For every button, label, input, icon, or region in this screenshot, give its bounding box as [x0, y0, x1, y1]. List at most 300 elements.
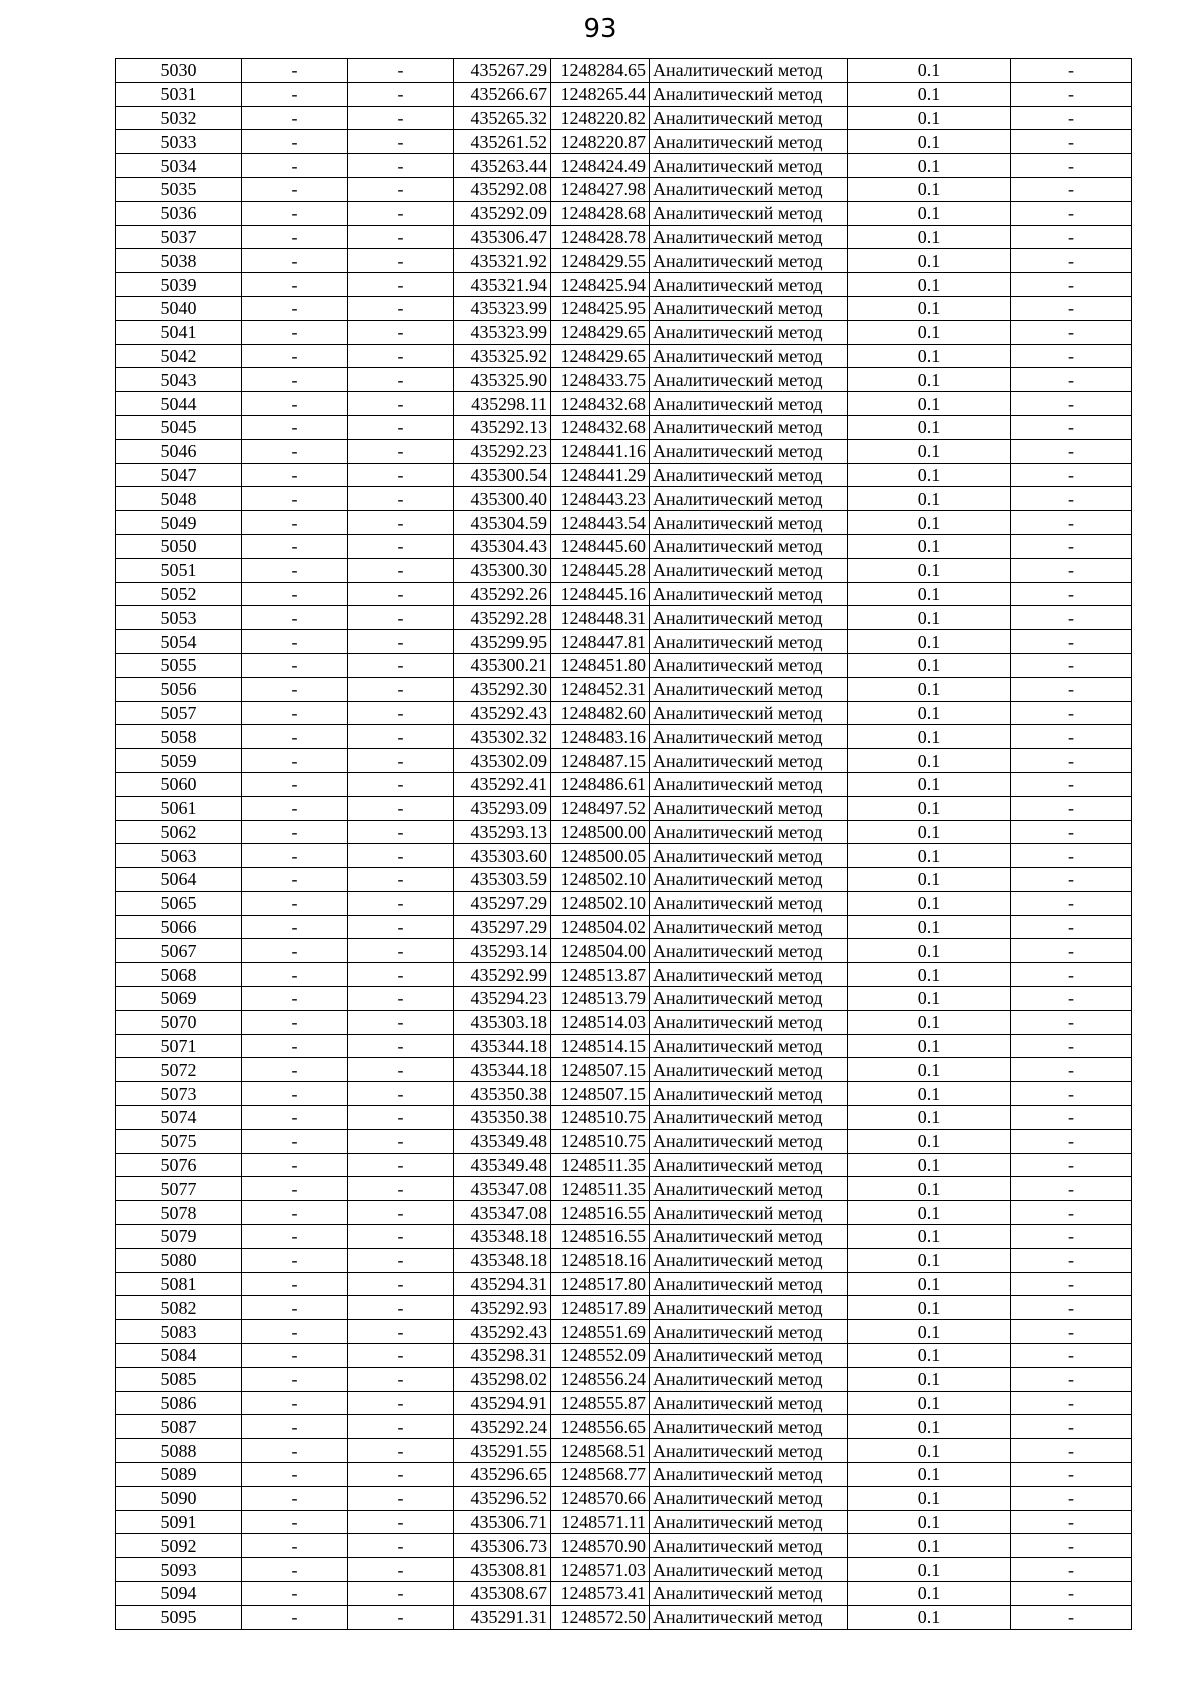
method-cell: Аналитический метод	[650, 1106, 848, 1130]
accuracy-cell: 0.1	[848, 1605, 1011, 1629]
accuracy-cell: 0.1	[848, 1486, 1011, 1510]
empty-value-cell: -	[348, 392, 454, 416]
y-coordinate-cell: 1248284.65	[551, 59, 650, 83]
table-row	[116, 368, 1132, 392]
empty-value-cell: -	[1011, 1344, 1132, 1368]
x-coordinate-cell: 435294.31	[454, 1272, 551, 1296]
method-cell: Аналитический метод	[650, 344, 848, 368]
empty-value-cell: -	[242, 891, 348, 915]
x-coordinate-cell: 435294.23	[454, 987, 551, 1011]
table-row	[116, 1106, 1132, 1130]
y-coordinate-cell: 1248441.29	[551, 463, 650, 487]
x-coordinate-cell: 435321.92	[454, 249, 551, 273]
x-coordinate-cell: 435302.32	[454, 725, 551, 749]
empty-value-cell: -	[242, 1558, 348, 1582]
empty-value-cell: -	[348, 249, 454, 273]
accuracy-cell: 0.1	[848, 820, 1011, 844]
empty-value-cell: -	[1011, 1510, 1132, 1534]
accuracy-cell: 0.1	[848, 1153, 1011, 1177]
empty-value-cell: -	[242, 439, 348, 463]
point-number-cell: 5033	[116, 130, 242, 154]
x-coordinate-cell: 435292.99	[454, 963, 551, 987]
method-cell: Аналитический метод	[650, 653, 848, 677]
empty-value-cell: -	[242, 677, 348, 701]
y-coordinate-cell: 1248432.68	[551, 415, 650, 439]
x-coordinate-cell: 435306.71	[454, 1510, 551, 1534]
y-coordinate-cell: 1248447.81	[551, 630, 650, 654]
table-row	[116, 1486, 1132, 1510]
empty-value-cell: -	[348, 1320, 454, 1344]
x-coordinate-cell: 435293.09	[454, 796, 551, 820]
accuracy-cell: 0.1	[848, 82, 1011, 106]
empty-value-cell: -	[1011, 130, 1132, 154]
empty-value-cell: -	[348, 1082, 454, 1106]
x-coordinate-cell: 435321.94	[454, 273, 551, 297]
empty-value-cell: -	[348, 225, 454, 249]
y-coordinate-cell: 1248497.52	[551, 796, 650, 820]
table-row	[116, 59, 1132, 83]
point-number-cell: 5082	[116, 1296, 242, 1320]
point-number-cell: 5053	[116, 606, 242, 630]
point-number-cell: 5032	[116, 106, 242, 130]
empty-value-cell: -	[348, 1463, 454, 1487]
method-cell: Аналитический метод	[650, 1463, 848, 1487]
y-coordinate-cell: 1248571.03	[551, 1558, 650, 1582]
accuracy-cell: 0.1	[848, 1582, 1011, 1606]
point-number-cell: 5040	[116, 296, 242, 320]
x-coordinate-cell: 435325.90	[454, 368, 551, 392]
empty-value-cell: -	[242, 511, 348, 535]
method-cell: Аналитический метод	[650, 177, 848, 201]
y-coordinate-cell: 1248448.31	[551, 606, 650, 630]
point-number-cell: 5051	[116, 558, 242, 582]
empty-value-cell: -	[348, 534, 454, 558]
accuracy-cell: 0.1	[848, 606, 1011, 630]
x-coordinate-cell: 435291.55	[454, 1439, 551, 1463]
y-coordinate-cell: 1248487.15	[551, 749, 650, 773]
accuracy-cell: 0.1	[848, 1510, 1011, 1534]
empty-value-cell: -	[348, 1534, 454, 1558]
point-number-cell: 5058	[116, 725, 242, 749]
empty-value-cell: -	[348, 439, 454, 463]
empty-value-cell: -	[1011, 677, 1132, 701]
y-coordinate-cell: 1248424.49	[551, 154, 650, 178]
x-coordinate-cell: 435303.60	[454, 844, 551, 868]
point-number-cell: 5057	[116, 701, 242, 725]
x-coordinate-cell: 435300.30	[454, 558, 551, 582]
method-cell: Аналитический метод	[650, 273, 848, 297]
method-cell: Аналитический метод	[650, 963, 848, 987]
method-cell: Аналитический метод	[650, 296, 848, 320]
y-coordinate-cell: 1248573.41	[551, 1582, 650, 1606]
empty-value-cell: -	[242, 606, 348, 630]
accuracy-cell: 0.1	[848, 320, 1011, 344]
method-cell: Аналитический метод	[650, 1225, 848, 1249]
method-cell: Аналитический метод	[650, 701, 848, 725]
empty-value-cell: -	[1011, 1082, 1132, 1106]
empty-value-cell: -	[242, 59, 348, 83]
point-number-cell: 5049	[116, 511, 242, 535]
accuracy-cell: 0.1	[848, 772, 1011, 796]
y-coordinate-cell: 1248572.50	[551, 1605, 650, 1629]
empty-value-cell: -	[242, 1129, 348, 1153]
accuracy-cell: 0.1	[848, 1320, 1011, 1344]
method-cell: Аналитический метод	[650, 1248, 848, 1272]
empty-value-cell: -	[242, 344, 348, 368]
x-coordinate-cell: 435293.13	[454, 820, 551, 844]
y-coordinate-cell: 1248432.68	[551, 392, 650, 416]
x-coordinate-cell: 435302.09	[454, 749, 551, 773]
empty-value-cell: -	[242, 320, 348, 344]
method-cell: Аналитический метод	[650, 582, 848, 606]
empty-value-cell: -	[1011, 1272, 1132, 1296]
method-cell: Аналитический метод	[650, 725, 848, 749]
empty-value-cell: -	[1011, 725, 1132, 749]
empty-value-cell: -	[1011, 296, 1132, 320]
y-coordinate-cell: 1248428.78	[551, 225, 650, 249]
y-coordinate-cell: 1248425.95	[551, 296, 650, 320]
empty-value-cell: -	[348, 1201, 454, 1225]
x-coordinate-cell: 435300.54	[454, 463, 551, 487]
table-row	[116, 582, 1132, 606]
method-cell: Аналитический метод	[650, 463, 848, 487]
table-row	[116, 1272, 1132, 1296]
table-row	[116, 772, 1132, 796]
method-cell: Аналитический метод	[650, 1129, 848, 1153]
table-row	[116, 820, 1132, 844]
point-number-cell: 5046	[116, 439, 242, 463]
y-coordinate-cell: 1248555.87	[551, 1391, 650, 1415]
empty-value-cell: -	[348, 1582, 454, 1606]
empty-value-cell: -	[242, 1034, 348, 1058]
point-number-cell: 5088	[116, 1439, 242, 1463]
point-number-cell: 5038	[116, 249, 242, 273]
table-row	[116, 1177, 1132, 1201]
accuracy-cell: 0.1	[848, 582, 1011, 606]
point-number-cell: 5078	[116, 1201, 242, 1225]
x-coordinate-cell: 435294.91	[454, 1391, 551, 1415]
point-number-cell: 5079	[116, 1225, 242, 1249]
empty-value-cell: -	[348, 630, 454, 654]
table-row	[116, 415, 1132, 439]
x-coordinate-cell: 435300.40	[454, 487, 551, 511]
y-coordinate-cell: 1248220.82	[551, 106, 650, 130]
x-coordinate-cell: 435292.43	[454, 701, 551, 725]
y-coordinate-cell: 1248504.02	[551, 915, 650, 939]
point-number-cell: 5092	[116, 1534, 242, 1558]
empty-value-cell: -	[348, 320, 454, 344]
accuracy-cell: 0.1	[848, 1248, 1011, 1272]
x-coordinate-cell: 435292.43	[454, 1320, 551, 1344]
table-row	[116, 653, 1132, 677]
empty-value-cell: -	[348, 1034, 454, 1058]
empty-value-cell: -	[348, 1486, 454, 1510]
empty-value-cell: -	[1011, 1463, 1132, 1487]
point-number-cell: 5068	[116, 963, 242, 987]
table-body	[116, 59, 1132, 1630]
method-cell: Аналитический метод	[650, 130, 848, 154]
y-coordinate-cell: 1248513.87	[551, 963, 650, 987]
x-coordinate-cell: 435292.93	[454, 1296, 551, 1320]
point-number-cell: 5070	[116, 1010, 242, 1034]
x-coordinate-cell: 435299.95	[454, 630, 551, 654]
y-coordinate-cell: 1248552.09	[551, 1344, 650, 1368]
table-row	[116, 487, 1132, 511]
table-row	[116, 1296, 1132, 1320]
empty-value-cell: -	[348, 1415, 454, 1439]
empty-value-cell: -	[1011, 1320, 1132, 1344]
x-coordinate-cell: 435292.41	[454, 772, 551, 796]
table-row	[116, 1058, 1132, 1082]
table-row	[116, 1248, 1132, 1272]
table-row	[116, 1320, 1132, 1344]
empty-value-cell: -	[1011, 1129, 1132, 1153]
empty-value-cell: -	[242, 582, 348, 606]
method-cell: Аналитический метод	[650, 630, 848, 654]
empty-value-cell: -	[348, 939, 454, 963]
method-cell: Аналитический метод	[650, 154, 848, 178]
point-number-cell: 5063	[116, 844, 242, 868]
empty-value-cell: -	[1011, 1486, 1132, 1510]
y-coordinate-cell: 1248445.60	[551, 534, 650, 558]
accuracy-cell: 0.1	[848, 1225, 1011, 1249]
point-number-cell: 5064	[116, 868, 242, 892]
accuracy-cell: 0.1	[848, 939, 1011, 963]
empty-value-cell: -	[242, 1463, 348, 1487]
point-number-cell: 5055	[116, 653, 242, 677]
y-coordinate-cell: 1248507.15	[551, 1058, 650, 1082]
method-cell: Аналитический метод	[650, 1439, 848, 1463]
table-row	[116, 1558, 1132, 1582]
empty-value-cell: -	[348, 1153, 454, 1177]
table-row	[116, 606, 1132, 630]
table-row	[116, 1201, 1132, 1225]
method-cell: Аналитический метод	[650, 439, 848, 463]
y-coordinate-cell: 1248483.16	[551, 725, 650, 749]
table-row	[116, 749, 1132, 773]
method-cell: Аналитический метод	[650, 225, 848, 249]
point-number-cell: 5091	[116, 1510, 242, 1534]
empty-value-cell: -	[242, 653, 348, 677]
accuracy-cell: 0.1	[848, 177, 1011, 201]
empty-value-cell: -	[242, 154, 348, 178]
point-number-cell: 5062	[116, 820, 242, 844]
accuracy-cell: 0.1	[848, 1034, 1011, 1058]
point-number-cell: 5077	[116, 1177, 242, 1201]
empty-value-cell: -	[348, 1248, 454, 1272]
y-coordinate-cell: 1248514.03	[551, 1010, 650, 1034]
x-coordinate-cell: 435292.28	[454, 606, 551, 630]
method-cell: Аналитический метод	[650, 1201, 848, 1225]
y-coordinate-cell: 1248443.23	[551, 487, 650, 511]
point-number-cell: 5030	[116, 59, 242, 83]
accuracy-cell: 0.1	[848, 534, 1011, 558]
table-row	[116, 177, 1132, 201]
point-number-cell: 5074	[116, 1106, 242, 1130]
table-row	[116, 1153, 1132, 1177]
method-cell: Аналитический метод	[650, 558, 848, 582]
accuracy-cell: 0.1	[848, 558, 1011, 582]
empty-value-cell: -	[242, 558, 348, 582]
table-row	[116, 677, 1132, 701]
empty-value-cell: -	[348, 1439, 454, 1463]
method-cell: Аналитический метод	[650, 1558, 848, 1582]
empty-value-cell: -	[1011, 1367, 1132, 1391]
accuracy-cell: 0.1	[848, 963, 1011, 987]
method-cell: Аналитический метод	[650, 987, 848, 1011]
table-row	[116, 130, 1132, 154]
point-number-cell: 5034	[116, 154, 242, 178]
empty-value-cell: -	[348, 1558, 454, 1582]
empty-value-cell: -	[242, 868, 348, 892]
x-coordinate-cell: 435306.73	[454, 1534, 551, 1558]
empty-value-cell: -	[348, 1010, 454, 1034]
empty-value-cell: -	[1011, 1225, 1132, 1249]
method-cell: Аналитический метод	[650, 1582, 848, 1606]
empty-value-cell: -	[348, 1605, 454, 1629]
empty-value-cell: -	[348, 487, 454, 511]
x-coordinate-cell: 435292.09	[454, 201, 551, 225]
x-coordinate-cell: 435344.18	[454, 1058, 551, 1082]
empty-value-cell: -	[242, 392, 348, 416]
x-coordinate-cell: 435306.47	[454, 225, 551, 249]
empty-value-cell: -	[242, 130, 348, 154]
empty-value-cell: -	[348, 868, 454, 892]
y-coordinate-cell: 1248433.75	[551, 368, 650, 392]
empty-value-cell: -	[1011, 844, 1132, 868]
x-coordinate-cell: 435348.18	[454, 1248, 551, 1272]
accuracy-cell: 0.1	[848, 463, 1011, 487]
method-cell: Аналитический метод	[650, 915, 848, 939]
y-coordinate-cell: 1248429.55	[551, 249, 650, 273]
accuracy-cell: 0.1	[848, 1534, 1011, 1558]
empty-value-cell: -	[348, 177, 454, 201]
y-coordinate-cell: 1248504.00	[551, 939, 650, 963]
accuracy-cell: 0.1	[848, 201, 1011, 225]
empty-value-cell: -	[1011, 249, 1132, 273]
point-number-cell: 5085	[116, 1367, 242, 1391]
method-cell: Аналитический метод	[650, 772, 848, 796]
accuracy-cell: 0.1	[848, 368, 1011, 392]
method-cell: Аналитический метод	[650, 82, 848, 106]
empty-value-cell: -	[348, 558, 454, 582]
point-number-cell: 5036	[116, 201, 242, 225]
accuracy-cell: 0.1	[848, 154, 1011, 178]
x-coordinate-cell: 435263.44	[454, 154, 551, 178]
table-row	[116, 1439, 1132, 1463]
point-number-cell: 5047	[116, 463, 242, 487]
point-number-cell: 5076	[116, 1153, 242, 1177]
accuracy-cell: 0.1	[848, 1082, 1011, 1106]
point-number-cell: 5048	[116, 487, 242, 511]
table-row	[116, 439, 1132, 463]
y-coordinate-cell: 1248513.79	[551, 987, 650, 1011]
method-cell: Аналитический метод	[650, 1486, 848, 1510]
table-row	[116, 963, 1132, 987]
accuracy-cell: 0.1	[848, 915, 1011, 939]
method-cell: Аналитический метод	[650, 1153, 848, 1177]
empty-value-cell: -	[1011, 1201, 1132, 1225]
empty-value-cell: -	[1011, 225, 1132, 249]
accuracy-cell: 0.1	[848, 1272, 1011, 1296]
point-number-cell: 5087	[116, 1415, 242, 1439]
empty-value-cell: -	[1011, 273, 1132, 297]
empty-value-cell: -	[1011, 749, 1132, 773]
method-cell: Аналитический метод	[650, 1367, 848, 1391]
empty-value-cell: -	[1011, 368, 1132, 392]
point-number-cell: 5059	[116, 749, 242, 773]
empty-value-cell: -	[348, 963, 454, 987]
point-number-cell: 5089	[116, 1463, 242, 1487]
empty-value-cell: -	[1011, 868, 1132, 892]
empty-value-cell: -	[348, 415, 454, 439]
point-number-cell: 5071	[116, 1034, 242, 1058]
empty-value-cell: -	[1011, 463, 1132, 487]
empty-value-cell: -	[1011, 320, 1132, 344]
empty-value-cell: -	[348, 749, 454, 773]
empty-value-cell: -	[1011, 511, 1132, 535]
y-coordinate-cell: 1248451.80	[551, 653, 650, 677]
empty-value-cell: -	[242, 1153, 348, 1177]
x-coordinate-cell: 435303.18	[454, 1010, 551, 1034]
empty-value-cell: -	[242, 1486, 348, 1510]
method-cell: Аналитический метод	[650, 1034, 848, 1058]
y-coordinate-cell: 1248425.94	[551, 273, 650, 297]
table-row	[116, 106, 1132, 130]
empty-value-cell: -	[1011, 415, 1132, 439]
table-row	[116, 201, 1132, 225]
x-coordinate-cell: 435298.31	[454, 1344, 551, 1368]
accuracy-cell: 0.1	[848, 701, 1011, 725]
point-number-cell: 5042	[116, 344, 242, 368]
empty-value-cell: -	[242, 1605, 348, 1629]
accuracy-cell: 0.1	[848, 1177, 1011, 1201]
table-row	[116, 511, 1132, 535]
empty-value-cell: -	[242, 1010, 348, 1034]
empty-value-cell: -	[242, 463, 348, 487]
empty-value-cell: -	[1011, 582, 1132, 606]
point-number-cell: 5080	[116, 1248, 242, 1272]
empty-value-cell: -	[242, 1439, 348, 1463]
method-cell: Аналитический метод	[650, 368, 848, 392]
table-row	[116, 1129, 1132, 1153]
point-number-cell: 5081	[116, 1272, 242, 1296]
y-coordinate-cell: 1248443.54	[551, 511, 650, 535]
empty-value-cell: -	[242, 1320, 348, 1344]
x-coordinate-cell: 435347.08	[454, 1177, 551, 1201]
accuracy-cell: 0.1	[848, 1463, 1011, 1487]
table-row	[116, 939, 1132, 963]
empty-value-cell: -	[1011, 1153, 1132, 1177]
y-coordinate-cell: 1248551.69	[551, 1320, 650, 1344]
table-row	[116, 1367, 1132, 1391]
method-cell: Аналитический метод	[650, 534, 848, 558]
table-row	[116, 249, 1132, 273]
table-row	[116, 463, 1132, 487]
y-coordinate-cell: 1248429.65	[551, 344, 650, 368]
accuracy-cell: 0.1	[848, 1439, 1011, 1463]
y-coordinate-cell: 1248502.10	[551, 868, 650, 892]
x-coordinate-cell: 435350.38	[454, 1082, 551, 1106]
empty-value-cell: -	[242, 1106, 348, 1130]
method-cell: Аналитический метод	[650, 201, 848, 225]
empty-value-cell: -	[1011, 439, 1132, 463]
point-number-cell: 5095	[116, 1605, 242, 1629]
method-cell: Аналитический метод	[650, 1510, 848, 1534]
method-cell: Аналитический метод	[650, 1534, 848, 1558]
accuracy-cell: 0.1	[848, 1391, 1011, 1415]
point-number-cell: 5044	[116, 392, 242, 416]
